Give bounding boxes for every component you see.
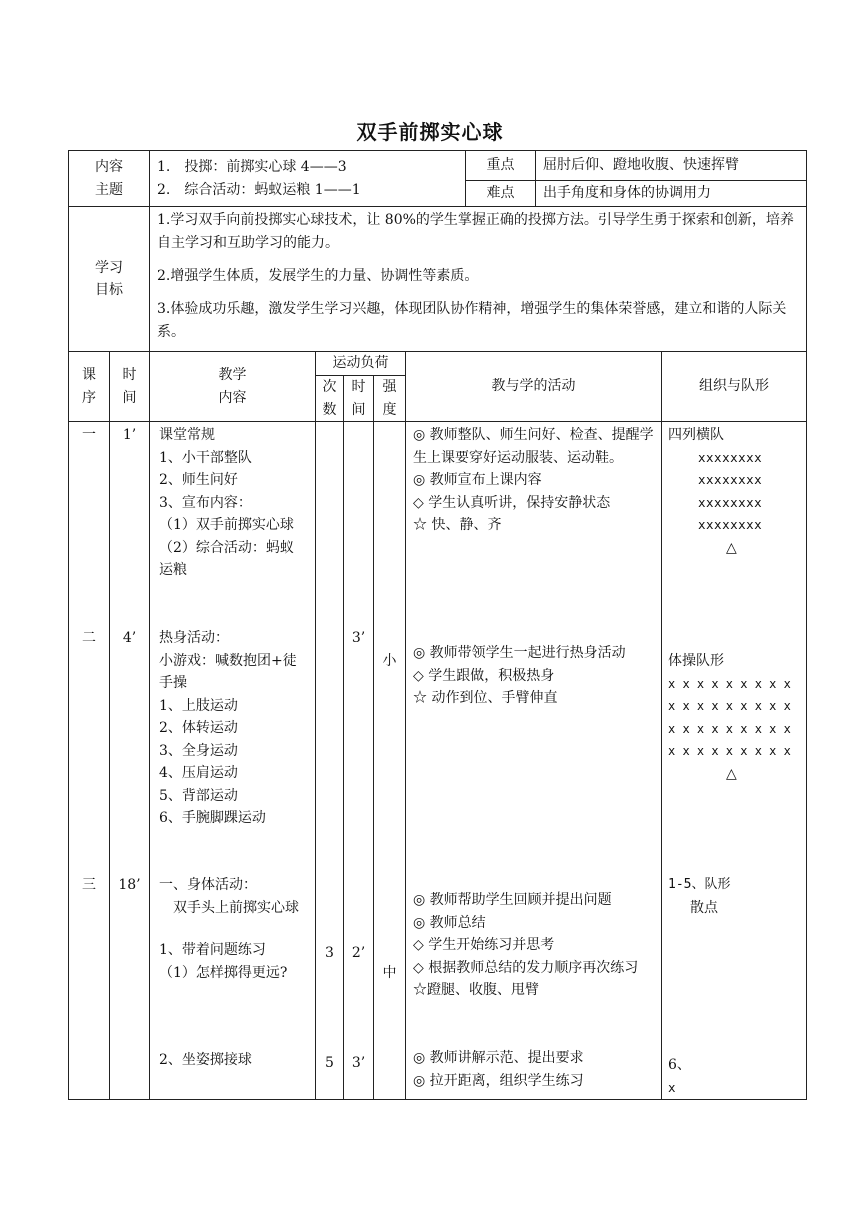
activity-line: ◇ 根据教师总结的发力顺序再次练习 <box>413 959 639 976</box>
order-cell <box>69 422 110 1100</box>
objective-item: 1.学习双手向前投掷实心球技术，让 80%的学生掌握正确的投掷方法。引导学生勇于探索和创新，培养自主学习和互助学习的能力。 <box>157 212 794 251</box>
count-1: 3 <box>325 945 334 961</box>
section-3-activities-a <box>413 889 655 1002</box>
load-time-s3-2: 3’ <box>351 1055 366 1071</box>
key-text: 屈肘后仰、蹬地收腹、快速挥臂 <box>536 151 807 181</box>
activity-line: ◎ 教师带领学生一起进行热身活动 <box>413 645 626 661</box>
section-3-activities-b <box>413 1047 655 1092</box>
col-count-2: 数 <box>322 401 337 418</box>
formation-row: x x x x x x x x x <box>668 699 791 713</box>
activity-line: ☆ 动作到位、手臂伸直 <box>413 690 558 706</box>
count-2: 5 <box>325 1055 334 1071</box>
content-line: 5、背部运动 <box>159 787 238 804</box>
col-load: 运动负荷 <box>316 352 406 376</box>
section-3-organization-b <box>668 1054 802 1099</box>
org-line: 散点 <box>690 899 718 916</box>
col-content <box>150 352 316 422</box>
content-line: 运粮 <box>159 562 187 578</box>
activity-line: ◎ 教师宣布上课内容 <box>413 472 542 488</box>
objective-item: 2.增强学生体质，发展学生的力量、协调性等素质。 <box>157 268 479 284</box>
order-2: 二 <box>82 630 96 646</box>
content-label-1: 内容 <box>95 159 123 175</box>
activity-line: ◇ 学生认真听讲，保持安静状态 <box>413 494 611 511</box>
col-content-2: 内容 <box>218 389 247 406</box>
content-line: 小游戏：喊数抱团+徒 <box>159 652 297 669</box>
formation-row: xxxxxxxx <box>698 449 763 465</box>
activity-line: ◇ 学生开始练习并思考 <box>413 937 555 953</box>
section-2-content <box>159 627 311 830</box>
col-load-time <box>344 376 374 422</box>
section-3-content-a <box>159 874 311 919</box>
section-2-organization <box>668 650 804 785</box>
section-3-content-c: 2、坐姿掷接球 <box>159 1052 252 1068</box>
load-time-s3-1: 2’ <box>351 945 366 961</box>
content-line: 1、带着问题练习 <box>159 942 266 958</box>
time-cell <box>110 422 150 1100</box>
load-time-cell <box>344 422 374 1100</box>
content-line: （2）综合活动：蚂蚁 <box>159 539 294 556</box>
content-line: 手操 <box>159 675 187 691</box>
content-label-2: 主题 <box>95 181 123 198</box>
order-1: 一 <box>82 427 96 443</box>
content-label-cell <box>69 151 150 207</box>
formation-row: x x x x x x x x x <box>668 744 791 758</box>
content-line: 4、压肩运动 <box>159 765 238 781</box>
content-line: 3、全身运动 <box>159 742 238 759</box>
col-count <box>316 376 344 422</box>
col-content-1: 教学 <box>218 367 247 383</box>
time-1: 1’ <box>122 427 137 443</box>
content-line: 1、上肢运动 <box>159 697 238 714</box>
page-title: 双手前掷实心球 <box>356 120 504 144</box>
col-time-1: 时 <box>122 367 137 383</box>
content-items-cell <box>150 151 466 207</box>
objectives-label-cell <box>69 207 150 352</box>
section-3-content-b <box>159 939 311 984</box>
content-cell <box>150 422 316 1100</box>
intensity-cell <box>374 422 406 1100</box>
content-line: 2、师生问好 <box>159 472 238 488</box>
objectives-label-1: 学习 <box>95 259 123 276</box>
activity-line: ◇ 学生跟做，积极热身 <box>413 667 555 684</box>
formation-row: xxxxxxxx <box>698 494 763 510</box>
objective-item: 3.体验成功乐趣，激发学生学习兴趣，体现团队协作精神，增强学生的集体荣誉感，建立和谐的人际关系。 <box>157 301 787 340</box>
col-time-2: 间 <box>122 389 137 406</box>
activity-line: ☆ 快、静、齐 <box>413 517 502 533</box>
col-intensity <box>374 376 406 422</box>
intensity-s3: 中 <box>382 965 397 981</box>
col-activities: 教与学的活动 <box>406 352 662 422</box>
content-line: （1）怎样掷得更远? <box>159 964 288 981</box>
content-line: 1、小干部整队 <box>159 449 252 466</box>
content-line: 6、手腕脚踝运动 <box>159 810 266 826</box>
col-order <box>69 352 110 422</box>
teacher-marker-icon: △ <box>726 539 737 556</box>
formation-row: x x x x x x x x x <box>668 721 791 736</box>
activity-line: ◎ 教师总结 <box>413 914 486 931</box>
content-item: 1. 投掷：前掷实心球 4——3 <box>157 159 347 175</box>
col-load-time-2: 间 <box>351 401 366 418</box>
content-line: 热身活动： <box>159 630 229 646</box>
organization-cell <box>662 422 807 1100</box>
section-1-activities <box>413 424 655 537</box>
section-1-content <box>159 424 311 582</box>
org-line: 1-5、队形 <box>668 877 731 892</box>
section-3-organization-a <box>668 874 802 919</box>
activity-line: ◎ 拉开距离，组织学生练习 <box>413 1072 584 1089</box>
col-count-1: 次 <box>322 379 337 395</box>
formation-row: xxxxxxxx <box>698 517 763 532</box>
key-label: 重点 <box>466 151 536 181</box>
time-2: 4’ <box>122 630 137 646</box>
col-load-time-1: 时 <box>351 379 366 395</box>
content-line: 双手头上前掷实心球 <box>173 899 299 916</box>
difficulty-label: 难点 <box>466 181 536 207</box>
content-line: 3、宣布内容： <box>159 494 252 511</box>
col-intensity-1: 强 <box>382 379 397 395</box>
col-order-1: 课 <box>82 367 96 383</box>
col-time <box>110 352 150 422</box>
formation-row: xxxxxxxx <box>698 472 763 487</box>
col-organization: 组织与队形 <box>662 352 807 422</box>
activity-line: ◎ 教师讲解示范、提出要求 <box>413 1050 584 1066</box>
activities-cell <box>406 422 662 1100</box>
order-3: 三 <box>82 877 96 893</box>
objectives-cell <box>150 207 807 352</box>
section-2-activities <box>413 642 655 710</box>
col-order-2: 序 <box>82 389 96 406</box>
org-title: 体操队形 <box>668 653 724 669</box>
col-intensity-2: 度 <box>382 401 397 418</box>
difficulty-text: 出手角度和身体的协调用力 <box>536 181 807 207</box>
activity-line: ◎ 教师帮助学生回顾并提出问题 <box>413 892 612 908</box>
count-cell <box>316 422 344 1100</box>
formation-row: x x x x x x x x x <box>668 676 791 691</box>
content-line: （1）双手前掷实心球 <box>159 517 294 533</box>
org-line: x <box>668 1079 677 1095</box>
content-line: 2、体转运动 <box>159 720 238 736</box>
teacher-marker-icon: △ <box>726 765 737 782</box>
section-1-organization <box>668 424 802 559</box>
content-line: 一、身体活动： <box>159 877 257 893</box>
activity-line: ◎ 教师整队、师生问好、检查、提醒学生上课要穿好运动服装、运动鞋。 <box>413 427 654 466</box>
intensity-s2: 小 <box>382 653 397 669</box>
activity-line: ☆蹬腿、收腹、甩臂 <box>413 982 539 998</box>
lesson-plan-table <box>68 150 807 1100</box>
org-title: 四列横队 <box>668 427 724 443</box>
load-time-s2: 3’ <box>351 630 366 646</box>
content-item: 2. 综合活动：蚂蚁运粮 1——1 <box>157 181 361 198</box>
org-line: 6、 <box>668 1057 691 1073</box>
time-3: 18’ <box>118 877 141 893</box>
objectives-label-2: 目标 <box>95 282 123 298</box>
content-line: 课堂常规 <box>159 427 215 443</box>
